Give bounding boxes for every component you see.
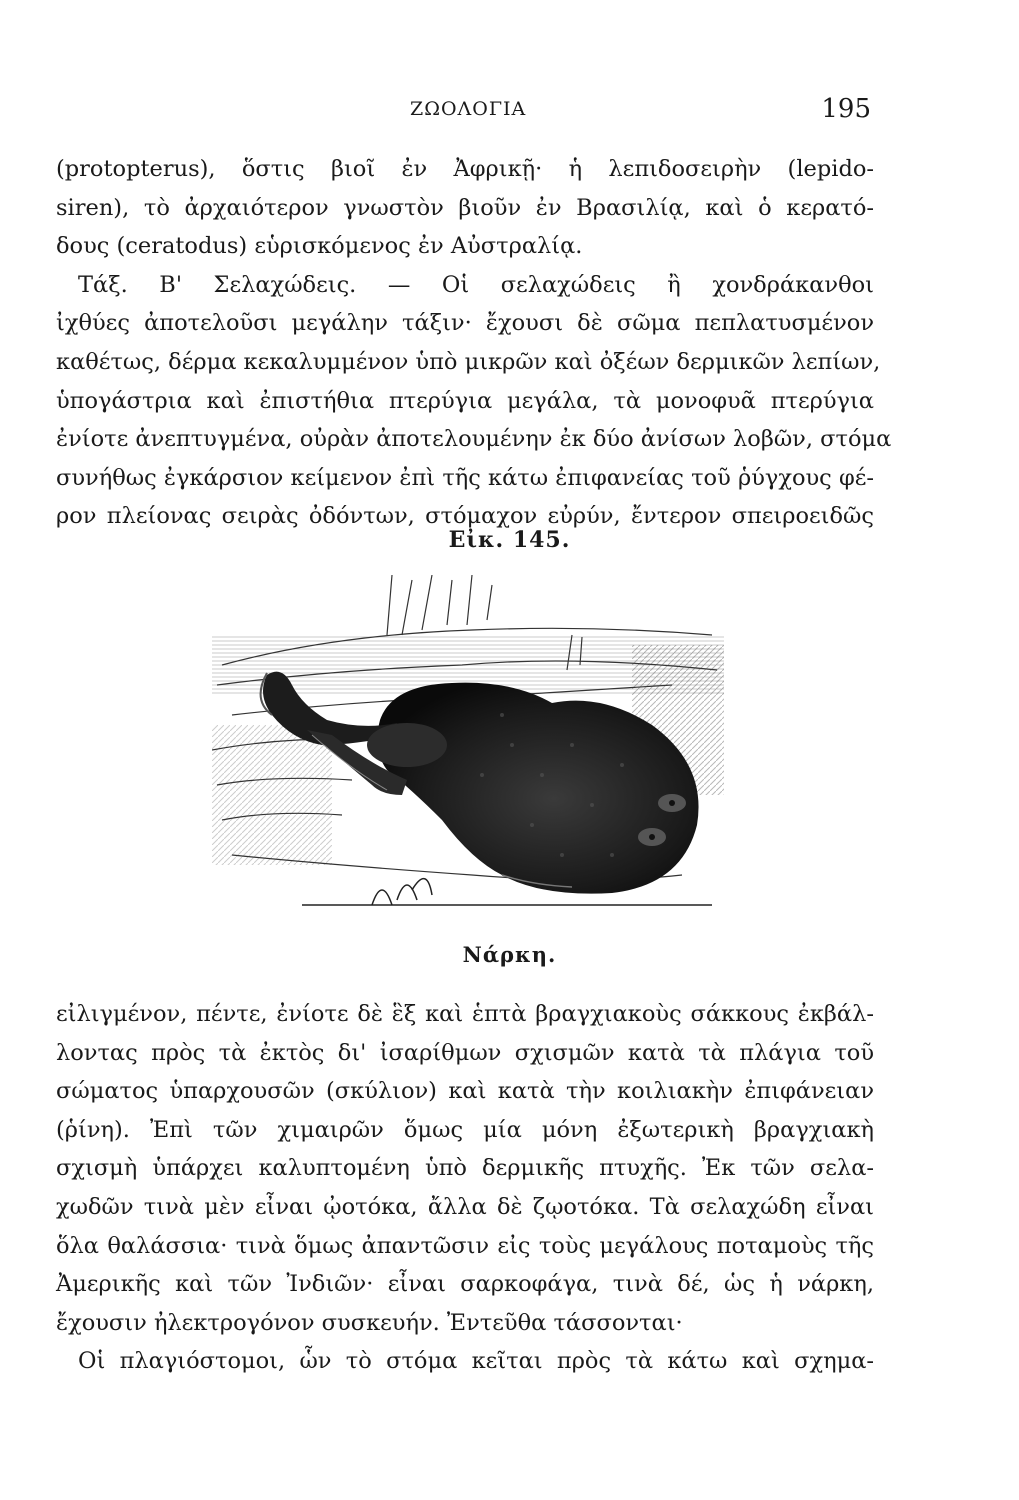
text-line: καθέτως, δέρμα κεκαλυμμένον ὑπὸ μικρῶν καὶ ὀξέων δερμικῶν λεπίων,: [56, 348, 881, 375]
text-line-section-heading: Τάξ. Β' Σελαχώδεις. — Οἱ σελαχώδεις ἢ χονδράκανθοι: [78, 271, 874, 298]
text-line: Ἀμερικῆς καὶ τῶν Ἰνδιῶν· εἶναι σαρκοφάγα, τινὰ δέ, ὡς ἡ νάρκη,: [56, 1271, 874, 1298]
text-line: ἔχουσιν ἠλεκτρογόνον συσκευήν. Ἐντεῦθα τάσσονται·: [56, 1309, 683, 1336]
text-line: συνήθως ἐγκάρσιον κείμενον ἐπὶ τῆς κάτω ἐπιφανείας τοῦ ῥύγχους φέ-: [56, 464, 874, 491]
text-line: χωδῶν τινὰ μὲν εἶναι ᾠοτόκα, ἄλλα δὲ ζῳοτόκα. Τὰ σελαχώδη εἶναι: [56, 1193, 874, 1220]
running-head: [0, 94, 1019, 128]
text-line: (ῥίνη). Ἐπὶ τῶν χιμαιρῶν ὅμως μία μόνη ἐξωτερικὴ βραγχιακὴ: [56, 1116, 874, 1143]
text-block-top: [56, 150, 892, 536]
text-block-bottom: [56, 995, 874, 1381]
text-line: σχισμὴ ὑπάρχει καλυπτομένη ὑπὸ δερμικῆς πτυχῆς. Ἐκ τῶν σελα-: [56, 1155, 874, 1182]
page-number: 195: [821, 94, 871, 124]
running-title: ΖΩΟΛΟΓΙΑ: [410, 98, 527, 120]
text-line: ἰχθύες ἀποτελοῦσι μεγάλην τάξιν· ἔχουσι δὲ σῶμα πεπλατυσμένον: [56, 310, 874, 337]
text-line: λοντας πρὸς τὰ ἐκτὸς δι' ἰσαρίθμων σχισμῶν κατὰ τὰ πλάγια τοῦ: [56, 1039, 874, 1066]
figure-illustration-electric-ray: [212, 575, 724, 915]
figure-label: Εἰκ. 145.: [448, 527, 571, 553]
text-line: siren), τὸ ἀρχαιότερον γνωστὸν βιοῦν ἐν Βρασιλίᾳ, καὶ ὁ κερατό-: [56, 194, 874, 221]
text-line: Οἱ πλαγιόστομοι, ὧν τὸ στόμα κεῖται πρὸς τὰ κάτω καὶ σχημα-: [78, 1348, 874, 1375]
text-line: ὑπογάστρια καὶ ἐπιστήθια πτερύγια μεγάλα, τὰ μονοφυᾶ πτερύγια: [56, 387, 874, 414]
text-line: σώματος ὑπαρχουσῶν (σκύλιον) καὶ κατὰ τὴν κοιλιακὴν ἐπιφάνειαν: [56, 1078, 874, 1105]
text-line: δους (ceratodus) εὑρισκόμενος ἐν Αὐστραλίᾳ.: [56, 233, 583, 260]
text-line: εἰλιγμένον, πέντε, ἐνίοτε δὲ ἓξ καὶ ἑπτὰ βραγχιακοὺς σάκκους ἐκβάλ-: [56, 1001, 874, 1027]
text-line: ρον πλείονας σειρὰς ὀδόντων, στόμαχον εὐρύν, ἔντερον σπειροειδῶς: [56, 503, 874, 530]
text-line: (protopterus), ὅστις βιοῖ ἐν Ἀφρικῇ· ἡ λεπιδοσειρὴν (lepido-: [56, 156, 874, 182]
figure-caption: Νάρκη.: [462, 942, 557, 967]
text-line: ὅλα θαλάσσια· τινὰ ὅμως ἀπαντῶσιν εἰς τοὺς μεγάλους ποταμοὺς τῆς: [56, 1232, 874, 1259]
text-line: ἐνίοτε ἀνεπτυγμένα, οὐρὰν ἀποτελουμένην ἐκ δύο ἀνίσων λοβῶν, στόμα: [56, 426, 892, 453]
